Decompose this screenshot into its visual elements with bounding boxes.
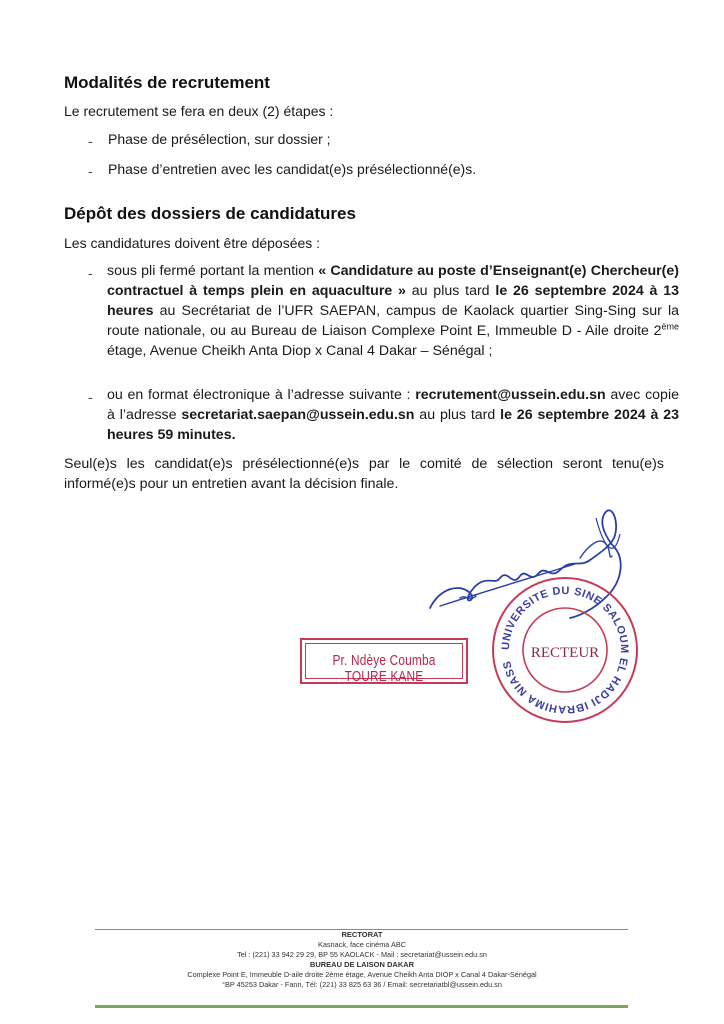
bullet-dash: - <box>88 163 93 179</box>
footer <box>0 930 724 990</box>
recruitment-step-1: Phase de présélection, sur dossier ; <box>108 131 331 147</box>
recruitment-heading: Modalités de recrutement <box>64 73 270 92</box>
recruitment-email: recrutement@ussein.edu.sn <box>415 387 606 403</box>
footer-liaison-title: BUREAU DE LAISON DAKAR <box>309 960 415 969</box>
bullet-dash: - <box>88 133 93 149</box>
deposit-heading: Dépôt des dossiers de candidatures <box>64 204 356 223</box>
footer-contact: Tel : (221) 33 942 29 29, BP 55 KAOLACK - Mail : secretariat@ussein.edu.sn <box>237 950 487 959</box>
footer-address: Kasnack, face cinéma ABC <box>317 940 406 949</box>
deposit-intro: Les candidatures doivent être déposées : <box>64 235 321 251</box>
rector-seal <box>490 575 640 725</box>
mention-text: « Candidature au poste d’Enseignant(e) Chercheur(e) contractuel à temps plein en aquaculture » <box>107 263 679 299</box>
seal-center-text: RECTEUR <box>530 645 600 661</box>
secretariat-email: secretariat.saepan@ussein.edu.sn <box>181 407 415 423</box>
footer-liaison-address: Complexe Point E, Immeuble D-aile droite 2ème étage, Avenue Cheikh Anta DIOP x Canal 4 Dakar-Sénégal <box>187 970 537 979</box>
name-stamp <box>300 638 468 684</box>
recruitment-step-2: Phase d’entretien avec les candidat(e)s présélectionné(e)s. <box>108 161 477 177</box>
closing-paragraph: Seul(e)s les candidat(e)s présélectionné(e)s par le comité de sélection seront tenu(e)s informé(e)s pour un entretien avant la décision finale. <box>64 456 664 492</box>
footer-liaison-contact: °BP 45253 Dakar - Fann, Tél: (221) 33 825 63 36 / Email: secretariatbl@ussein.edu.sn <box>222 980 502 989</box>
seal-ring-text: UNIVERSITE DU SINE SALOUM EL HADJI IBRAHIMA NIASS <box>499 584 631 716</box>
deposit-item-paper: sous pli fermé portant la mention « Candidature au poste d’Enseignant(e) Chercheur(e) contractuel à temps plein en aquaculture » au plus tard le 26 septembre 2024 à 13 heures au Secrétariat de l’UFR SAEPAN, campus de Kaolack quartier Sing-Sing sur la route nationale, ou au Bureau de Liaison Complexe Point E, Immeuble D - Aile droite 2ème étage, Avenue Cheikh Anta Diop x Canal 4 Dakar – Sénégal ; <box>107 263 679 359</box>
bullet-dash: - <box>88 389 93 405</box>
footer-rectorat: RECTORAT <box>341 930 383 939</box>
deposit-item-electronic: ou en format électronique à l’adresse suivante : recrutement@ussein.edu.sn avec copie à l’adresse secretariat.saepan@ussein.edu.sn au plus tard le 26 septembre 2024 à 23 heures 59 minutes. <box>107 387 679 443</box>
bullet-dash: - <box>88 265 93 281</box>
footer-accent-bar <box>95 1005 628 1008</box>
deadline-electronic: le 26 septembre 2024 à 23 heures 59 minutes. <box>107 407 679 443</box>
stamp-name: Pr. Ndèye Coumba TOURE KANE <box>332 653 436 685</box>
recruitment-intro: Le recrutement se fera en deux (2) étapes : <box>64 103 334 119</box>
deadline-paper: le 26 septembre 2024 à 13 heures <box>107 283 679 319</box>
